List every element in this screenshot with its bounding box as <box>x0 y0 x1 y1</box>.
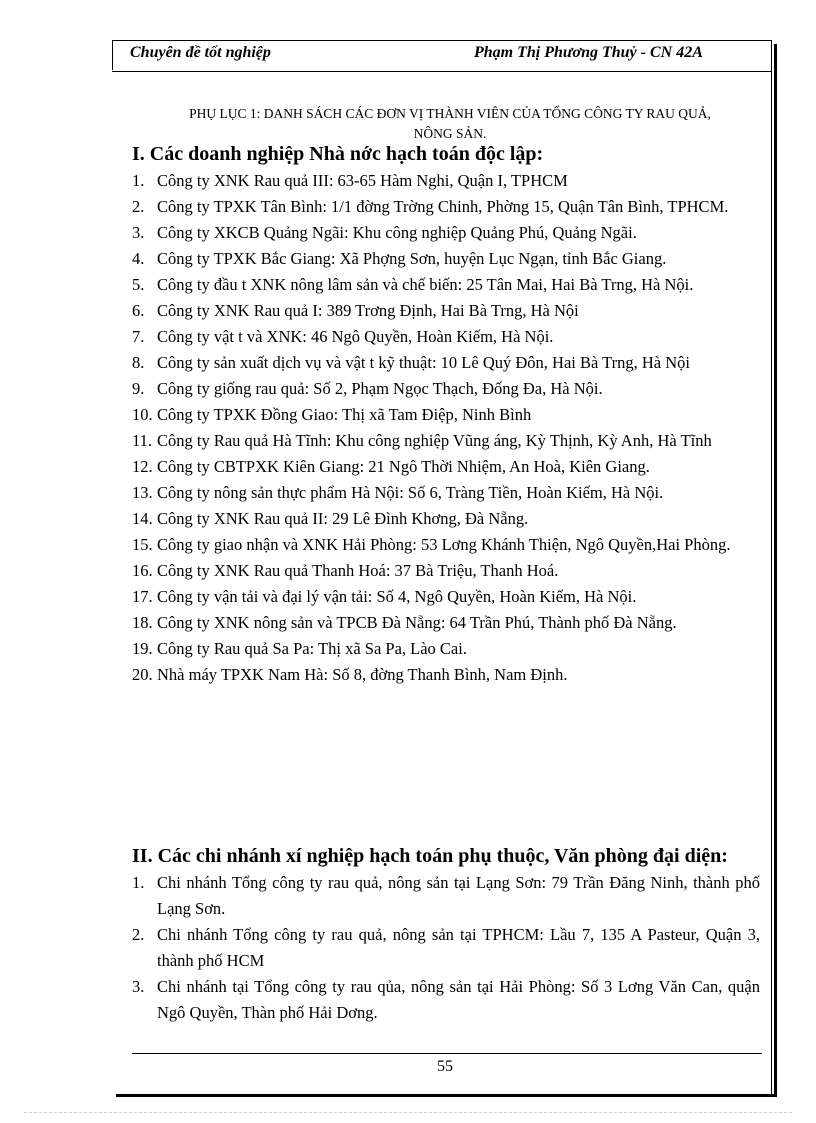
list-item <box>132 610 760 636</box>
list-item <box>132 662 760 688</box>
header-right-text: Phạm Thị Phương Thuỷ - CN 42A <box>474 44 703 61</box>
list-item <box>132 168 760 194</box>
list-item <box>132 402 760 428</box>
item-number: 6. <box>132 301 145 320</box>
item-number: 18. <box>132 613 153 632</box>
page-frame-shadow-right <box>774 44 777 1096</box>
item-number: 2. <box>132 925 145 944</box>
list-item <box>132 194 760 220</box>
section2-list <box>132 870 760 1026</box>
item-number: 1. <box>132 171 145 190</box>
item-text: Công ty Rau quả Sa Pa: Thị xã Sa Pa, Lào Cai. <box>157 639 467 658</box>
item-number: 4. <box>132 249 145 268</box>
item-text: Công ty TPXK Bắc Giang: Xã Phợng Sơn, huyện Lục Ngạn, tỉnh Bắc Giang. <box>157 249 667 268</box>
item-number: 10. <box>132 405 153 424</box>
item-text: Công ty TPXK Đồng Giao: Thị xã Tam Điệp, Ninh Bình <box>157 405 532 424</box>
item-text: Công ty XNK nông sản và TPCB Đà Nẵng: 64 Trần Phú, Thành phố Đà Nẵng. <box>157 613 677 632</box>
list-item <box>132 272 760 298</box>
item-text: Chi nhánh Tổng công ty rau quả, nông sản tại Lạng Sơn: 79 Trần Đăng Ninh, thành phố Lạng Sơn. <box>157 873 760 918</box>
header-frame-left-edge <box>112 40 113 70</box>
item-text: Công ty XNK Rau quả I: 389 Trơng Định, Hai Bà Trng, Hà Nội <box>157 301 579 320</box>
item-text: Chi nhánh tại Tổng công ty rau qủa, nông sản tại Hải Phòng: Số 3 Lơng Văn Can, quận Ngô Quyền, Thàn phố Hải Dơng. <box>157 977 760 1022</box>
item-text: Công ty nông sản thực phẩm Hà Nội: Số 6, Tràng Tiền, Hoàn Kiếm, Hà Nội. <box>157 483 664 502</box>
item-number: 14. <box>132 509 153 528</box>
item-number: 3. <box>132 223 145 242</box>
item-number: 12. <box>132 457 153 476</box>
item-text: Chi nhánh Tổng công ty rau quả, nông sản tại TPHCM: Lầu 7, 135 A Pasteur, Quận 3, thành phố HCM <box>157 925 760 970</box>
item-text: Công ty XNK Rau quả III: 63-65 Hàm Nghi, Quận I, TPHCM <box>157 171 568 190</box>
item-text: Công ty sản xuất dịch vụ và vật t kỹ thuật: 10 Lê Quý Đôn, Hai Bà Trng, Hà Nội <box>157 353 690 372</box>
item-text: Công ty XNK Rau quả II: 29 Lê Đình Khơng, Đà Nẵng. <box>157 509 529 528</box>
list-item <box>132 922 760 974</box>
item-number: 19. <box>132 639 153 658</box>
footer-rule <box>132 1053 762 1054</box>
page-frame-right <box>771 40 772 1095</box>
item-number: 17. <box>132 587 153 606</box>
appendix-title-line2: NÔNG SẢN. <box>413 126 487 141</box>
item-number: 3. <box>132 977 145 996</box>
item-number: 13. <box>132 483 153 502</box>
item-text: Công ty vật t và XNK: 46 Ngô Quyền, Hoàn Kiếm, Hà Nội. <box>157 327 554 346</box>
list-item <box>132 220 760 246</box>
item-text: Công ty giao nhận và XNK Hải Phòng: 53 Lơng Khánh Thiện, Ngô Quyền,Hai Phòng. <box>157 535 731 554</box>
appendix-title <box>150 104 750 144</box>
item-text: Công ty CBTPXK Kiên Giang: 21 Ngô Thời Nhiệm, An Hoà, Kiên Giang. <box>157 457 650 476</box>
page-boundary <box>24 1112 792 1113</box>
list-item <box>132 428 760 454</box>
list-item <box>132 350 760 376</box>
list-item <box>132 584 760 610</box>
item-number: 16. <box>132 561 153 580</box>
item-number: 11. <box>132 431 153 450</box>
item-number: 9. <box>132 379 145 398</box>
item-text: Công ty giống rau quả: Số 2, Phạm Ngọc Thạch, Đống Đa, Hà Nội. <box>157 379 603 398</box>
section2-heading: II. Các chi nhánh xí nghiệp hạch toán phụ thuộc, Văn phòng đại diện: <box>132 845 728 867</box>
item-number: 7. <box>132 327 145 346</box>
item-text: Công ty XKCB Quảng Ngãi: Khu công nghiệp Quảng Phú, Quảng Ngãi. <box>157 223 637 242</box>
list-item <box>132 454 760 480</box>
list-item <box>132 298 760 324</box>
item-text: Công ty XNK Rau quả Thanh Hoá: 37 Bà Triệu, Thanh Hoá. <box>157 561 559 580</box>
item-text: Công ty đầu t XNK nông lâm sản và chế biến: 25 Tân Mai, Hai Bà Trng, Hà Nội. <box>157 275 694 294</box>
list-item <box>132 974 760 1026</box>
item-number: 5. <box>132 275 145 294</box>
list-item <box>132 532 760 558</box>
section1-heading: I. Các doanh nghiệp Nhà nớc hạch toán độc lập: <box>132 143 544 165</box>
item-number: 1. <box>132 873 145 892</box>
list-item <box>132 636 760 662</box>
list-item <box>132 246 760 272</box>
item-text: Công ty TPXK Tân Bình: 1/1 đờng Trờng Chinh, Phờng 15, Quận Tân Bình, TPHCM. <box>157 197 729 216</box>
item-text: Công ty Rau quả Hà Tĩnh: Khu công nghiệp Vũng áng, Kỳ Thịnh, Kỳ Anh, Hà Tĩnh <box>157 431 712 450</box>
item-number: 15. <box>132 535 153 554</box>
list-item <box>132 324 760 350</box>
list-item <box>132 376 760 402</box>
list-item <box>132 480 760 506</box>
list-item <box>132 506 760 532</box>
item-text: Công ty vận tải và đại lý vận tải: Số 4, Ngô Quyền, Hoàn Kiếm, Hà Nội. <box>157 587 637 606</box>
item-number: 8. <box>132 353 145 372</box>
header-left-text: Chuyên đề tốt nghiệp <box>130 44 271 61</box>
item-number: 20. <box>132 665 153 684</box>
list-item <box>132 558 760 584</box>
page-frame-shadow-bottom <box>116 1094 777 1097</box>
item-number: 2. <box>132 197 145 216</box>
section1-list <box>132 168 760 688</box>
page-number: 55 <box>437 1058 453 1075</box>
item-text: Nhà máy TPXK Nam Hà: Số 8, đờng Thanh Bình, Nam Định. <box>157 665 568 684</box>
appendix-title-line1: PHỤ LỤC 1: DANH SÁCH CÁC ĐƠN VỊ THÀNH VIÊN CỦA TỔNG CÔNG TY RAU QUẢ, <box>189 106 711 121</box>
list-item <box>132 870 760 922</box>
